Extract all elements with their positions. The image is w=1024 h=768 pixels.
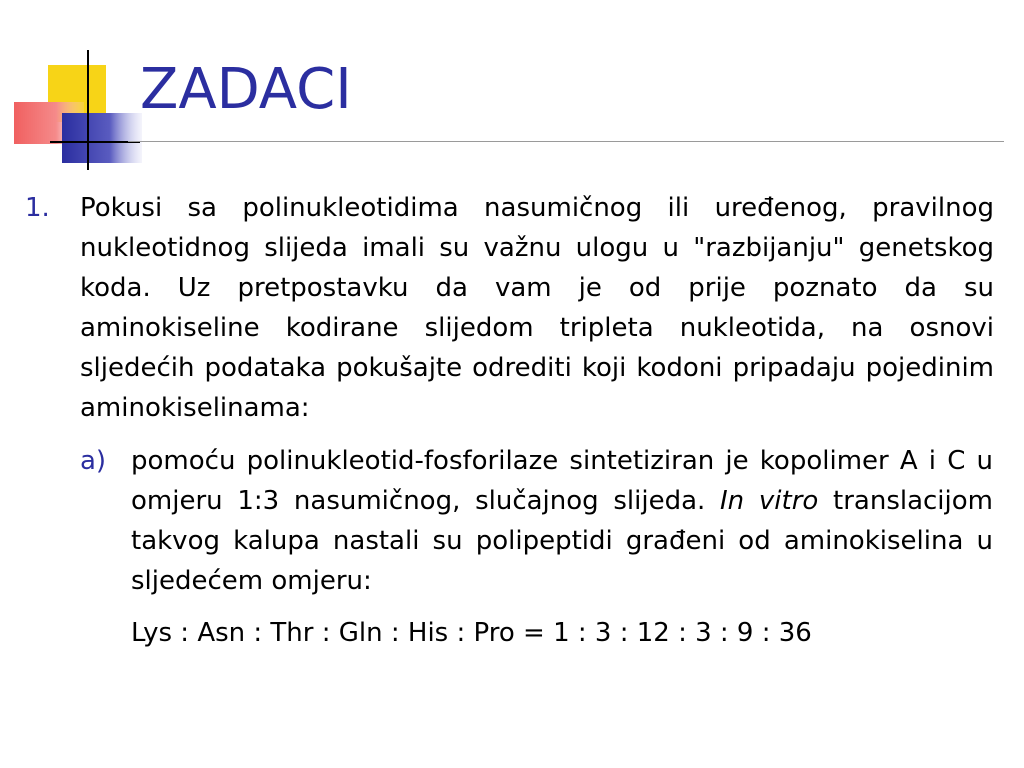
sub-item-text-part2: translacijom takvog kalupa nastali su polipeptidi građeni od aminokiselina u sljedećem omjeru: xyxy=(131,486,993,596)
list-item-number: 1. xyxy=(25,193,50,223)
amino-acid-ratio: Lys : Asn : Thr : Gln : His : Pro = 1 : 3 : 12 : 3 : 9 : 36 xyxy=(131,618,812,648)
sub-item-text-part1: pomoću polinukleotid-fosforilaze sintetiziran je kopolimer A i C u omjeru 1:3 nasumičnog, slučajnog slijeda. xyxy=(131,446,993,516)
sub-item-marker: a) xyxy=(80,446,107,476)
logo-blue-bar xyxy=(62,113,142,163)
page-title: ZADACI xyxy=(140,57,352,122)
slide-logo xyxy=(0,45,150,175)
title-divider xyxy=(128,141,1004,142)
sub-item-italic-text: In vitro xyxy=(720,486,819,516)
list-item-text: Pokusi sa polinukleotidima nasumičnog ili uređenog, pravilnog nukleotidnog slijeda imali su važnu ulogu u "razbijanju" genetskog koda. Uz pretpostavku da vam je od prije poznato da su aminokiseline kodirane slijedom tripleta nukleotida, na osnovi sljedećih podataka pokušajte odrediti koji kodoni pripadaju pojedinim aminokiselinama: xyxy=(80,193,994,423)
sub-item-text xyxy=(131,441,993,601)
